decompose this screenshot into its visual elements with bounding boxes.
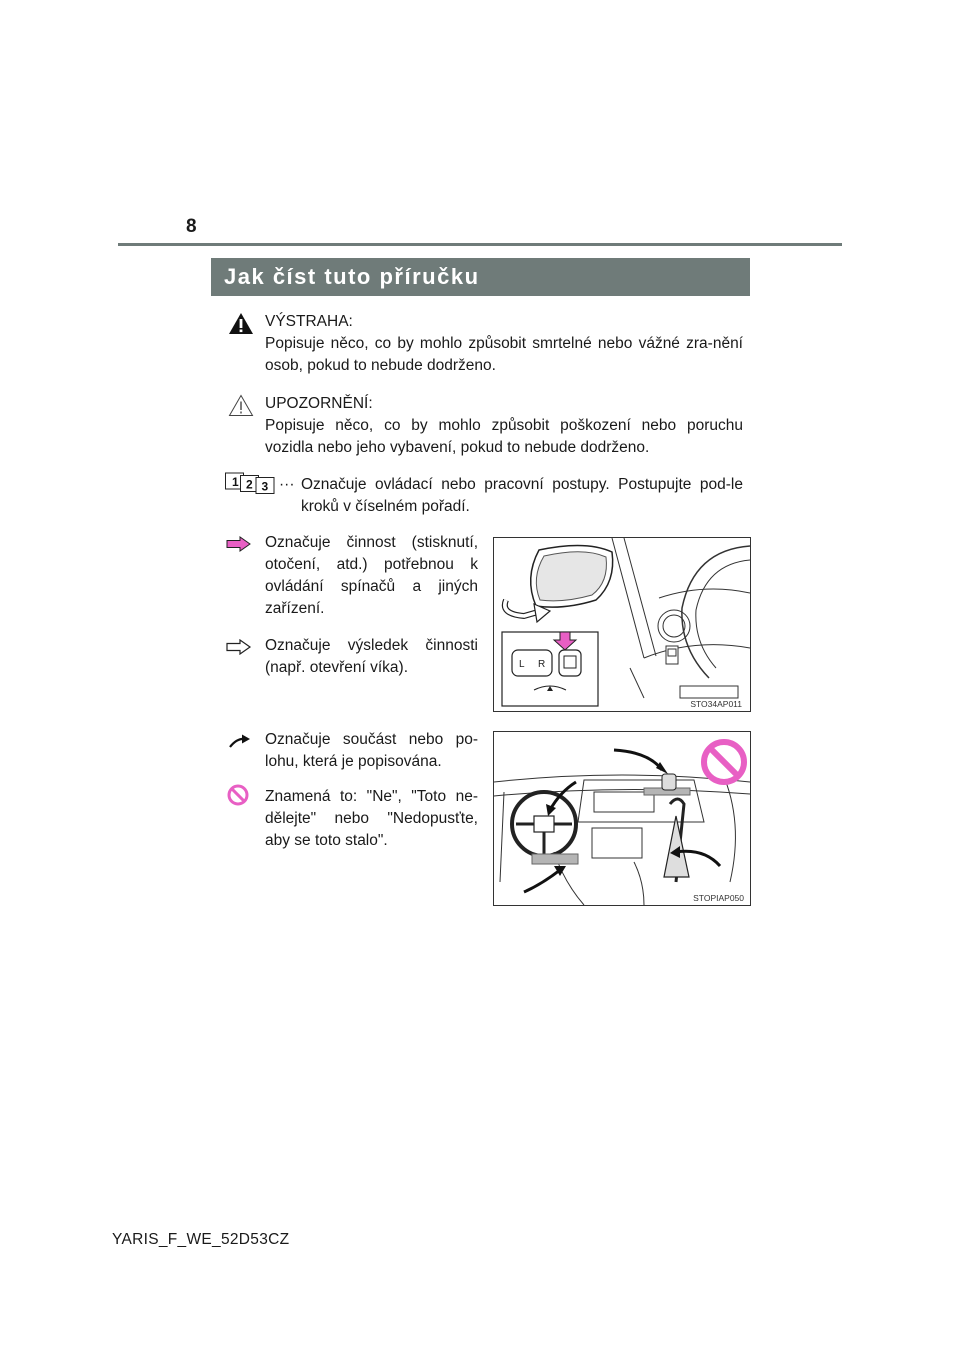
- warning-label: VÝSTRAHA:: [265, 313, 353, 330]
- step-numbers-icon: [225, 472, 277, 494]
- notice-text: Popisuje něco, co by mohlo způsobit poškození nebo poruchu vozidla nebo jeho vybavení, pokud to nebude dodrženo.: [265, 417, 743, 456]
- steps-ellipsis: ···: [279, 476, 295, 493]
- warning-triangle-outline-icon: [228, 394, 254, 417]
- notice-legend: [265, 393, 743, 459]
- page-number: 8: [186, 216, 197, 237]
- warning-text: Popisuje něco, co by mohlo způsobit smrtelné nebo vážné zra-nění osob, pokud to nebude dodrženo.: [265, 335, 743, 374]
- mirror-figure: [493, 537, 751, 712]
- switch-right-label: R: [538, 659, 546, 670]
- section-title: Jak číst tuto příručku: [211, 258, 750, 296]
- step-number-1: 1: [232, 475, 239, 489]
- step-number-3: 3: [261, 479, 269, 494]
- cabin-figure-code: STOPIAP050: [693, 893, 744, 903]
- document-code: YARIS_F_WE_52D53CZ: [112, 1231, 290, 1248]
- prohibited-sign-icon: [704, 742, 744, 782]
- step-number-2: 2: [246, 477, 253, 492]
- prohibited-text: Znamená to: "Ne", "Toto ne-dělejte" nebo "Nedopusťte, aby se toto stalo".: [265, 788, 478, 849]
- cabin-figure: [493, 731, 751, 906]
- result-arrow-icon: [226, 639, 252, 655]
- header-rule: [118, 243, 842, 246]
- cabin-illustration: [494, 732, 750, 905]
- action-arrow-icon: [226, 536, 252, 552]
- prohibited-icon: [227, 784, 249, 806]
- switch-left-label: L: [519, 659, 525, 670]
- mirror-illustration: [494, 538, 750, 711]
- component-text: Označuje součást nebo po-lohu, která je popisována.: [265, 731, 478, 770]
- warning-triangle-filled-icon: [228, 312, 254, 335]
- pointer-arrow-icon: [228, 733, 252, 749]
- notice-label: UPOZORNĚNÍ:: [265, 395, 373, 412]
- warning-legend: [265, 311, 743, 377]
- mirror-figure-code: STO34AP011: [690, 699, 742, 709]
- result-text: Označuje výsledek činnosti (např. otevření víka).: [265, 637, 478, 676]
- steps-text: Označuje ovládací nebo pracovní postupy. Postupujte pod-le kroků v číselném pořadí.: [301, 476, 743, 515]
- action-text: Označuje činnost (stisknutí, otočení, atd.) potřebnou k ovládání spínačů a jiných zařízení.: [265, 534, 478, 617]
